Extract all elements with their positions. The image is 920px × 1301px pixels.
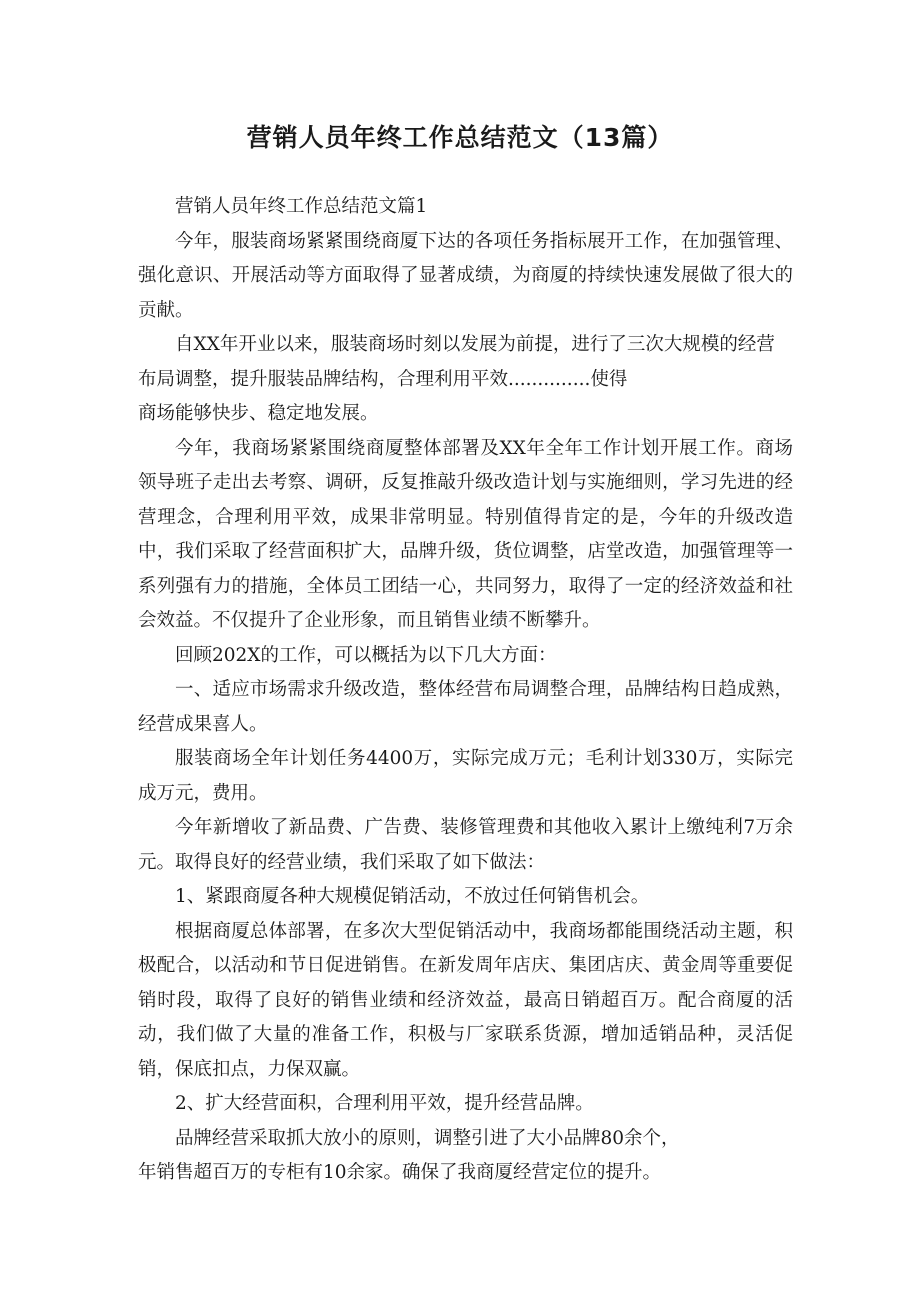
page-title: 营销人员年终工作总结范文（13篇） <box>246 123 674 152</box>
document-body <box>138 190 793 1191</box>
paragraph: 今年，服装商场紧紧围绕商厦下达的各项任务指标展开工作，在加强管理、强化意识、开展活动等方面取得了显著成绩，为商厦的持续快速发展做了很大的贡献。 <box>138 230 793 321</box>
paragraph: 根据商厦总体部署，在多次大型促销活动中，我商场都能围绕活动主题，积极配合，以活动和节日促进销售。在新发周年店庆、集团店庆、黄金周等重要促销时段，取得了良好的销售业绩和经济效益，最高日销超百万。配合商厦的活动，我们做了大量的准备工作，积极与厂家联系货源，增加适销品种，灵活促销，保底扣点，力保双赢。 <box>138 920 793 1080</box>
numbered-item: 1、紧跟商厦各种大规模促销活动，不放过任何销售机会。 <box>175 886 650 907</box>
paragraph-continuation: 商场能够快步、稳定地发展。 <box>138 403 379 424</box>
paragraph: 自XX年开业以来，服装商场时刻以发展为前提，进行了三次大规模的经营布局调整，提升服装品牌结构，合理利用平效..............使得 <box>138 334 775 390</box>
numbered-heading: 一、适应市场需求升级改造，整体经营布局调整合理，品牌结构日趋成熟，经营成果喜人。 <box>138 679 793 735</box>
paragraph: 回顾202X的工作，可以概括为以下几大方面： <box>175 644 557 666</box>
section-heading: 营销人员年终工作总结范文篇1 <box>175 196 428 217</box>
paragraph: 品牌经营采取抓大放小的原则，调整引进了大小品牌80余个， <box>175 1127 680 1149</box>
paragraph: 今年新增收了新品费、广告费、装修管理费和其他收入累计上缴纯利7万余元。取得良好的经营业绩，我们采取了如下做法： <box>138 817 793 873</box>
paragraph: 服装商场全年计划任务4400万，实际完成万元；毛利计划330万，实际完成万元，费用。 <box>138 748 793 804</box>
paragraph-continuation: 年销售超百万的专柜有10余家。确保了我商厦经营定位的提升。 <box>138 1162 662 1183</box>
numbered-item: 2、扩大经营面积，合理利用平效，提升经营品牌。 <box>175 1093 594 1114</box>
paragraph: 今年，我商场紧紧围绕商厦整体部署及XX年全年工作计划开展工作。商场领导班子走出去考察、调研，反复推敲升级改造计划与实施细则，学习先进的经营理念，合理利用平效，成果非常明显。特别值得肯定的是，今年的升级改造中，我们采取了经营面积扩大，品牌升级，货位调整，店堂改造，加强管理等一系列强有力的措施，全体员工团结一心，共同努力，取得了一定的经济效益和社会效益。不仅提升了企业形象，而且销售业绩不断攀升。 <box>138 437 793 631</box>
